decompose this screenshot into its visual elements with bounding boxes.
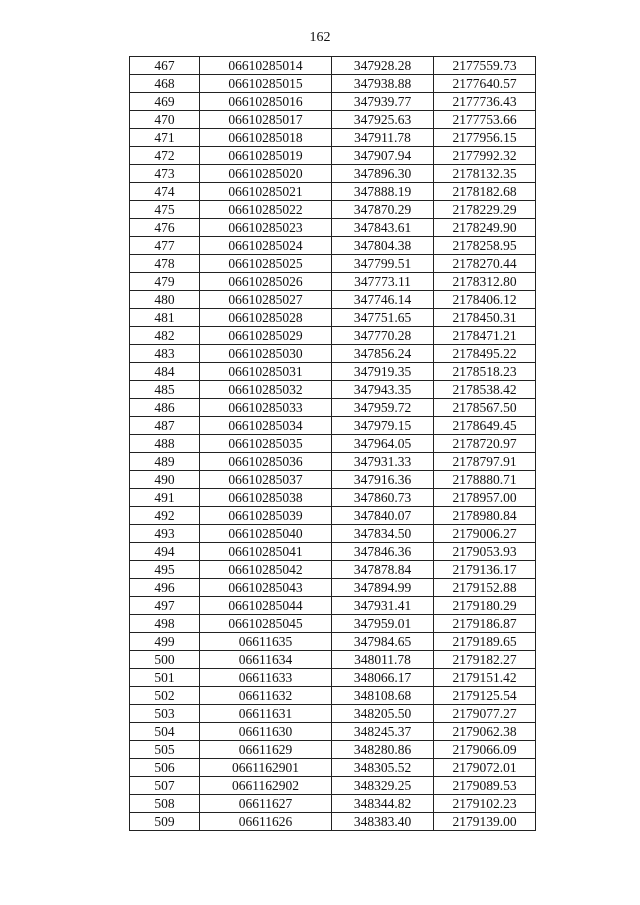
y-coordinate-cell: 2177753.66 <box>434 111 536 129</box>
row-index-cell: 475 <box>130 201 200 219</box>
table-row <box>130 273 536 291</box>
table-row <box>130 471 536 489</box>
x-coordinate-cell: 347916.36 <box>332 471 434 489</box>
row-index-cell: 471 <box>130 129 200 147</box>
x-coordinate-cell: 347894.99 <box>332 579 434 597</box>
y-coordinate-cell: 2178880.71 <box>434 471 536 489</box>
row-index-cell: 484 <box>130 363 200 381</box>
x-coordinate-cell: 347943.35 <box>332 381 434 399</box>
row-index-cell: 485 <box>130 381 200 399</box>
table-row <box>130 417 536 435</box>
point-code-cell: 06610285042 <box>200 561 332 579</box>
point-code-cell: 06610285020 <box>200 165 332 183</box>
point-code-cell: 06610285041 <box>200 543 332 561</box>
table-row <box>130 813 536 831</box>
table-row <box>130 219 536 237</box>
table-row <box>130 201 536 219</box>
point-code-cell: 06611635 <box>200 633 332 651</box>
y-coordinate-cell: 2178538.42 <box>434 381 536 399</box>
y-coordinate-cell: 2178406.12 <box>434 291 536 309</box>
point-code-cell: 06611632 <box>200 687 332 705</box>
row-index-cell: 501 <box>130 669 200 687</box>
x-coordinate-cell: 348011.78 <box>332 651 434 669</box>
table-row <box>130 597 536 615</box>
x-coordinate-cell: 347911.78 <box>332 129 434 147</box>
row-index-cell: 474 <box>130 183 200 201</box>
table-row <box>130 579 536 597</box>
y-coordinate-cell: 2179186.87 <box>434 615 536 633</box>
y-coordinate-cell: 2177992.32 <box>434 147 536 165</box>
row-index-cell: 469 <box>130 93 200 111</box>
point-code-cell: 06611630 <box>200 723 332 741</box>
table-row <box>130 723 536 741</box>
y-coordinate-cell: 2178450.31 <box>434 309 536 327</box>
y-coordinate-cell: 2179077.27 <box>434 705 536 723</box>
point-code-cell: 06610285036 <box>200 453 332 471</box>
table-row <box>130 129 536 147</box>
y-coordinate-cell: 2178258.95 <box>434 237 536 255</box>
x-coordinate-cell: 347919.35 <box>332 363 434 381</box>
x-coordinate-cell: 347938.88 <box>332 75 434 93</box>
x-coordinate-cell: 347843.61 <box>332 219 434 237</box>
point-code-cell: 06610285033 <box>200 399 332 417</box>
y-coordinate-cell: 2179139.00 <box>434 813 536 831</box>
row-index-cell: 472 <box>130 147 200 165</box>
table-row <box>130 435 536 453</box>
table-row <box>130 651 536 669</box>
table-row <box>130 75 536 93</box>
table-row <box>130 93 536 111</box>
table-row <box>130 795 536 813</box>
table-row <box>130 507 536 525</box>
table-row <box>130 291 536 309</box>
table-row <box>130 759 536 777</box>
table-row <box>130 525 536 543</box>
x-coordinate-cell: 348108.68 <box>332 687 434 705</box>
row-index-cell: 486 <box>130 399 200 417</box>
table-row <box>130 363 536 381</box>
x-coordinate-cell: 348205.50 <box>332 705 434 723</box>
y-coordinate-cell: 2179125.54 <box>434 687 536 705</box>
row-index-cell: 499 <box>130 633 200 651</box>
point-code-cell: 06611626 <box>200 813 332 831</box>
y-coordinate-cell: 2177640.57 <box>434 75 536 93</box>
x-coordinate-cell: 347860.73 <box>332 489 434 507</box>
y-coordinate-cell: 2178567.50 <box>434 399 536 417</box>
x-coordinate-cell: 348383.40 <box>332 813 434 831</box>
x-coordinate-cell: 347939.77 <box>332 93 434 111</box>
table-row <box>130 705 536 723</box>
x-coordinate-cell: 347856.24 <box>332 345 434 363</box>
table-row <box>130 399 536 417</box>
y-coordinate-cell: 2179066.09 <box>434 741 536 759</box>
row-index-cell: 497 <box>130 597 200 615</box>
y-coordinate-cell: 2178182.68 <box>434 183 536 201</box>
point-code-cell: 06610285039 <box>200 507 332 525</box>
x-coordinate-cell: 347907.94 <box>332 147 434 165</box>
point-code-cell: 06610285015 <box>200 75 332 93</box>
point-code-cell: 06611627 <box>200 795 332 813</box>
point-code-cell: 06610285022 <box>200 201 332 219</box>
point-code-cell: 06610285026 <box>200 273 332 291</box>
y-coordinate-cell: 2179189.65 <box>434 633 536 651</box>
point-code-cell: 06610285034 <box>200 417 332 435</box>
point-code-cell: 06610285032 <box>200 381 332 399</box>
row-index-cell: 476 <box>130 219 200 237</box>
table-row <box>130 543 536 561</box>
row-index-cell: 502 <box>130 687 200 705</box>
row-index-cell: 509 <box>130 813 200 831</box>
point-code-cell: 0661162901 <box>200 759 332 777</box>
row-index-cell: 490 <box>130 471 200 489</box>
row-index-cell: 473 <box>130 165 200 183</box>
x-coordinate-cell: 347928.28 <box>332 57 434 75</box>
row-index-cell: 489 <box>130 453 200 471</box>
point-code-cell: 06610285043 <box>200 579 332 597</box>
coordinates-table-body <box>130 57 536 831</box>
y-coordinate-cell: 2177559.73 <box>434 57 536 75</box>
table-row <box>130 147 536 165</box>
row-index-cell: 478 <box>130 255 200 273</box>
y-coordinate-cell: 2178720.97 <box>434 435 536 453</box>
point-code-cell: 06611631 <box>200 705 332 723</box>
y-coordinate-cell: 2179136.17 <box>434 561 536 579</box>
x-coordinate-cell: 347896.30 <box>332 165 434 183</box>
x-coordinate-cell: 348305.52 <box>332 759 434 777</box>
page-number: 162 <box>309 30 331 45</box>
x-coordinate-cell: 347959.72 <box>332 399 434 417</box>
row-index-cell: 506 <box>130 759 200 777</box>
x-coordinate-cell: 347878.84 <box>332 561 434 579</box>
table-row <box>130 255 536 273</box>
y-coordinate-cell: 2179151.42 <box>434 669 536 687</box>
row-index-cell: 492 <box>130 507 200 525</box>
y-coordinate-cell: 2179053.93 <box>434 543 536 561</box>
point-code-cell: 0661162902 <box>200 777 332 795</box>
coordinates-table <box>129 56 536 831</box>
row-index-cell: 467 <box>130 57 200 75</box>
row-index-cell: 505 <box>130 741 200 759</box>
table-row <box>130 453 536 471</box>
y-coordinate-cell: 2178312.80 <box>434 273 536 291</box>
x-coordinate-cell: 348066.17 <box>332 669 434 687</box>
y-coordinate-cell: 2178797.91 <box>434 453 536 471</box>
table-row <box>130 327 536 345</box>
point-code-cell: 06610285044 <box>200 597 332 615</box>
row-index-cell: 508 <box>130 795 200 813</box>
y-coordinate-cell: 2178229.29 <box>434 201 536 219</box>
x-coordinate-cell: 348245.37 <box>332 723 434 741</box>
point-code-cell: 06610285030 <box>200 345 332 363</box>
table-row <box>130 165 536 183</box>
x-coordinate-cell: 347746.14 <box>332 291 434 309</box>
point-code-cell: 06610285017 <box>200 111 332 129</box>
x-coordinate-cell: 347770.28 <box>332 327 434 345</box>
point-code-cell: 06610285040 <box>200 525 332 543</box>
row-index-cell: 479 <box>130 273 200 291</box>
table-row <box>130 111 536 129</box>
table-row <box>130 741 536 759</box>
y-coordinate-cell: 2179182.27 <box>434 651 536 669</box>
row-index-cell: 483 <box>130 345 200 363</box>
point-code-cell: 06610285031 <box>200 363 332 381</box>
point-code-cell: 06610285037 <box>200 471 332 489</box>
x-coordinate-cell: 347773.11 <box>332 273 434 291</box>
point-code-cell: 06610285045 <box>200 615 332 633</box>
y-coordinate-cell: 2178957.00 <box>434 489 536 507</box>
x-coordinate-cell: 347979.15 <box>332 417 434 435</box>
x-coordinate-cell: 347931.33 <box>332 453 434 471</box>
x-coordinate-cell: 347888.19 <box>332 183 434 201</box>
table-row <box>130 561 536 579</box>
point-code-cell: 06610285014 <box>200 57 332 75</box>
row-index-cell: 496 <box>130 579 200 597</box>
row-index-cell: 493 <box>130 525 200 543</box>
y-coordinate-cell: 2179072.01 <box>434 759 536 777</box>
y-coordinate-cell: 2177956.15 <box>434 129 536 147</box>
row-index-cell: 470 <box>130 111 200 129</box>
point-code-cell: 06610285023 <box>200 219 332 237</box>
table-row <box>130 345 536 363</box>
point-code-cell: 06610285024 <box>200 237 332 255</box>
y-coordinate-cell: 2179102.23 <box>434 795 536 813</box>
point-code-cell: 06610285038 <box>200 489 332 507</box>
y-coordinate-cell: 2179180.29 <box>434 597 536 615</box>
row-index-cell: 477 <box>130 237 200 255</box>
x-coordinate-cell: 347804.38 <box>332 237 434 255</box>
x-coordinate-cell: 347751.65 <box>332 309 434 327</box>
table-row <box>130 309 536 327</box>
row-index-cell: 500 <box>130 651 200 669</box>
row-index-cell: 494 <box>130 543 200 561</box>
table-row <box>130 615 536 633</box>
row-index-cell: 491 <box>130 489 200 507</box>
y-coordinate-cell: 2178980.84 <box>434 507 536 525</box>
x-coordinate-cell: 347846.36 <box>332 543 434 561</box>
y-coordinate-cell: 2178495.22 <box>434 345 536 363</box>
table-row <box>130 687 536 705</box>
y-coordinate-cell: 2179006.27 <box>434 525 536 543</box>
y-coordinate-cell: 2178270.44 <box>434 255 536 273</box>
row-index-cell: 503 <box>130 705 200 723</box>
point-code-cell: 06610285016 <box>200 93 332 111</box>
row-index-cell: 495 <box>130 561 200 579</box>
point-code-cell: 06610285027 <box>200 291 332 309</box>
y-coordinate-cell: 2178471.21 <box>434 327 536 345</box>
y-coordinate-cell: 2178518.23 <box>434 363 536 381</box>
x-coordinate-cell: 348329.25 <box>332 777 434 795</box>
table-row <box>130 183 536 201</box>
x-coordinate-cell: 348344.82 <box>332 795 434 813</box>
point-code-cell: 06610285035 <box>200 435 332 453</box>
table-row <box>130 381 536 399</box>
x-coordinate-cell: 347925.63 <box>332 111 434 129</box>
x-coordinate-cell: 347799.51 <box>332 255 434 273</box>
table-row <box>130 57 536 75</box>
row-index-cell: 488 <box>130 435 200 453</box>
row-index-cell: 482 <box>130 327 200 345</box>
table-row <box>130 489 536 507</box>
row-index-cell: 504 <box>130 723 200 741</box>
row-index-cell: 487 <box>130 417 200 435</box>
x-coordinate-cell: 347931.41 <box>332 597 434 615</box>
point-code-cell: 06610285018 <box>200 129 332 147</box>
point-code-cell: 06610285028 <box>200 309 332 327</box>
table-row <box>130 777 536 795</box>
x-coordinate-cell: 347834.50 <box>332 525 434 543</box>
point-code-cell: 06610285021 <box>200 183 332 201</box>
row-index-cell: 507 <box>130 777 200 795</box>
x-coordinate-cell: 347984.65 <box>332 633 434 651</box>
point-code-cell: 06610285025 <box>200 255 332 273</box>
x-coordinate-cell: 347840.07 <box>332 507 434 525</box>
y-coordinate-cell: 2179089.53 <box>434 777 536 795</box>
y-coordinate-cell: 2179152.88 <box>434 579 536 597</box>
row-index-cell: 498 <box>130 615 200 633</box>
y-coordinate-cell: 2179062.38 <box>434 723 536 741</box>
point-code-cell: 06610285029 <box>200 327 332 345</box>
point-code-cell: 06610285019 <box>200 147 332 165</box>
y-coordinate-cell: 2177736.43 <box>434 93 536 111</box>
table-row <box>130 633 536 651</box>
point-code-cell: 06611629 <box>200 741 332 759</box>
point-code-cell: 06611634 <box>200 651 332 669</box>
row-index-cell: 480 <box>130 291 200 309</box>
x-coordinate-cell: 347964.05 <box>332 435 434 453</box>
x-coordinate-cell: 347870.29 <box>332 201 434 219</box>
y-coordinate-cell: 2178132.35 <box>434 165 536 183</box>
row-index-cell: 481 <box>130 309 200 327</box>
x-coordinate-cell: 348280.86 <box>332 741 434 759</box>
row-index-cell: 468 <box>130 75 200 93</box>
y-coordinate-cell: 2178649.45 <box>434 417 536 435</box>
x-coordinate-cell: 347959.01 <box>332 615 434 633</box>
point-code-cell: 06611633 <box>200 669 332 687</box>
table-row <box>130 237 536 255</box>
y-coordinate-cell: 2178249.90 <box>434 219 536 237</box>
table-row <box>130 669 536 687</box>
